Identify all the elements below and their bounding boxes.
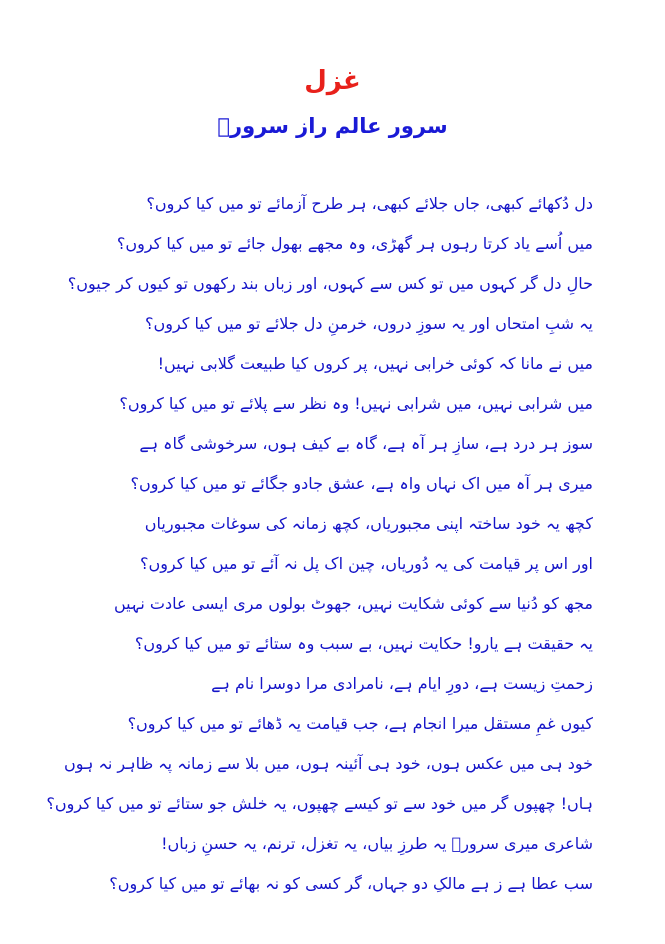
verse-line-8: میری ہر آہ میں اک نہاں واہ ہے، عشق جادو جگائے تو میں کیا کروں؟ bbox=[130, 474, 593, 493]
verse-line-4: یہ شبِ امتحاں اور یہ سوزِ دروں، خرمنِ دل جلائے تو میں کیا کروں؟ bbox=[145, 314, 593, 333]
verse-line-5: میں نے مانا کہ کوئی خرابی نہیں، پر کروں کیا طبیعت گلابی نہیں! bbox=[157, 354, 593, 373]
verse-line-3: حالِ دل گر کہوں میں تو کس سے کہوں، اور زباں بند رکھوں تو کیوں کر جیوں؟ bbox=[67, 274, 593, 293]
verse-line-1: دل دُکھائے کبھی، جاں جلائے کبھی، ہر طرح آزمائے تو میں کیا کروں؟ bbox=[146, 194, 593, 213]
verse-line-7: سوز ہر درد ہے، سازِ ہر آہ ہے، گاہ بے کیف ہوں، سرخوشی گاہ ہے bbox=[139, 434, 593, 453]
verse-line-10: اور اس پر قیامت کی یہ دُوریاں، چین اک پل نہ آئے تو میں کیا کروں؟ bbox=[139, 554, 593, 573]
verse-line-12: یہ حقیقت ہے یارو! حکایت نہیں، بے سبب وہ ستائے تو میں کیا کروں؟ bbox=[134, 634, 593, 653]
poem-author: سرور عالم راز سرورؔ bbox=[217, 114, 448, 138]
verse-line-16: ہاں! چھپوں گر میں خود سے تو کیسے چھپوں، یہ خلش جو ستائے تو میں کیا کروں؟ bbox=[46, 794, 593, 813]
verse-line-13: زحمتِ زیست ہے، دورِ ایام ہے، نامرادی مرا دوسرا نام ہے bbox=[211, 674, 593, 693]
verse-line-11: مجھ کو دُنیا سے کوئی شکایت نہیں، جھوٹ بولوں مری ایسی عادت نہیں bbox=[113, 594, 593, 613]
verse-line-18: سب عطا ہے ز ہے مالکِ دو جہاں، گر کسی کو نہ بھائے تو میں کیا کروں؟ bbox=[109, 874, 593, 893]
verse-line-17: شاعری میری سرورؔ یہ طرزِ بیاں، یہ تغزل، ترنم، یہ حسنِ زباں! bbox=[161, 834, 593, 853]
verse-line-6: میں شرابی نہیں، میں شرابی نہیں! وہ نظر سے پلائے تو میں کیا کروں؟ bbox=[119, 394, 593, 413]
verse-line-2: میں اُسے یاد کرتا رہوں ہر گھڑی، وہ مجھے بھول جائے تو میں کیا کروں؟ bbox=[116, 234, 593, 253]
verse-line-15: خود ہی میں عکس ہوں، خود ہی آئینہ ہوں، میں بلا سے زمانہ پہ ظاہر نہ ہوں bbox=[64, 754, 593, 773]
verse-line-9: کچھ یہ خود ساختہ اپنی مجبوریاں، کچھ زمانہ کی سوغات مجبوریاں bbox=[144, 514, 593, 533]
poem-title: غزل bbox=[304, 66, 361, 96]
verse-line-14: کیوں غمِ مستقل میرا انجام ہے، جب قیامت یہ ڈھائے تو میں کیا کروں؟ bbox=[127, 714, 593, 733]
